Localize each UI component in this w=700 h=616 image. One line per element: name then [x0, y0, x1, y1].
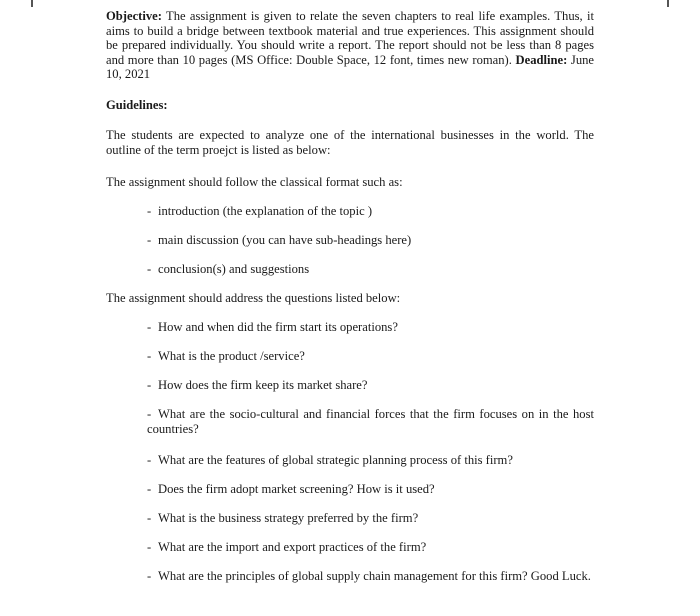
bullet-dash: - [147, 407, 152, 421]
list-item: - What are the features of global strategic planning process of this firm? [147, 453, 513, 467]
list-item: - What are the socio-cultural and financial forces that the firm focuses on in the host countries? [147, 407, 594, 436]
objective-paragraph [106, 9, 594, 82]
list-item: - main discussion (you can have sub-headings here) [147, 233, 412, 247]
list-item: - How does the firm keep its market share? [147, 378, 368, 392]
page-edge-mark-right [667, 0, 669, 7]
list-item: - conclusion(s) and suggestions [147, 262, 310, 276]
guidelines-intro: The students are expected to analyze one of the international businesses in the world. The outline of the term proejct is listed as below: [106, 128, 594, 157]
guidelines-heading: Guidelines: [106, 98, 168, 112]
bullet-dash: - [147, 378, 152, 392]
list-item: - introduction (the explanation of the topic ) [147, 204, 373, 218]
bullet-dash: - [147, 320, 152, 334]
deadline-value: June 10, 2021 [106, 52, 595, 81]
bullet-dash: - [147, 262, 152, 276]
bullet-dash: - [147, 233, 152, 247]
list-item: - What are the principles of global supply chain management for this firm? Good Luck. [147, 569, 591, 583]
page-edge-mark-left [31, 0, 33, 7]
bullet-dash: - [147, 349, 152, 363]
objective-text: The assignment is given to relate the seven chapters to real life examples. Thus, it aims to build a bridge between textbook material and true experiences. This assignment should be prepared individually. You should write a report. The report should not be less than 8 pages and more than 10 pages (MS Office: Double Space, 12 font, times new roman). [106, 9, 594, 67]
list-item: - What are the import and export practices of the firm? [147, 540, 427, 554]
objective-label: Objective: [106, 9, 162, 23]
list-item: - Does the firm adopt market screening? How is it used? [147, 482, 435, 496]
bullet-dash: - [147, 482, 152, 496]
bullet-dash: - [147, 204, 152, 218]
list-item: - What is the business strategy preferred by the firm? [147, 511, 419, 525]
bullet-dash: - [147, 453, 152, 467]
format-intro: The assignment should follow the classical format such as: [106, 175, 403, 189]
list-item: - What is the product /service? [147, 349, 305, 363]
bullet-dash: - [147, 540, 152, 554]
bullet-dash: - [147, 511, 152, 525]
bullet-dash: - [147, 569, 152, 583]
deadline-label: Deadline: [515, 52, 568, 67]
questions-intro: The assignment should address the questions listed below: [106, 291, 401, 305]
list-item: - How and when did the firm start its operations? [147, 320, 398, 334]
